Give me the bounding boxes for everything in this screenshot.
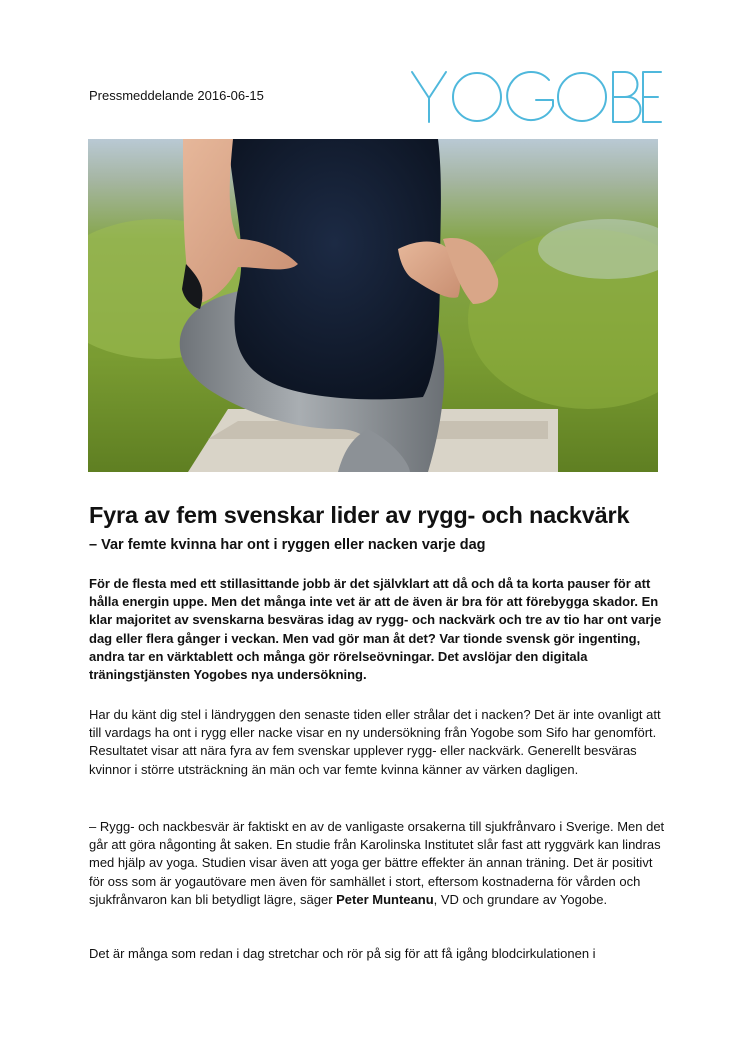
paragraph-2-text: – Rygg- och nackbesvär är faktiskt en av de vanligaste orsakerna till sjukfrånvaro i Sverige. Men det går att göra någonting åt saken. En studie från Karolinska Institutet slår fast att ryggvärk kan lindras med hjälp av yoga. Studien visar även att yoga ger bättre effekter än annan träning. Det är positivt för oss som är yogautövare men även för samhället i stort, eftersom kostnaderna för vården och sjukfrånvaron kan bli betydligt lägre, säger — [89, 819, 665, 907]
article-paragraph-3: Det är många som redan i dag stretchar och rör på sig för att få igång blodcirkulationen i — [89, 946, 596, 961]
article-paragraph-2 — [89, 818, 669, 909]
press-release-date: Pressmeddelande 2016-06-15 — [89, 88, 264, 103]
quoted-person-name: Peter Munteanu — [336, 891, 434, 907]
article-subheadline: – Var femte kvinna har ont i ryggen eller nacken varje dag — [89, 537, 486, 553]
yogobe-logo — [410, 70, 663, 124]
article-headline: Fyra av fem svenskar lider av rygg- och nackvärk — [89, 502, 630, 528]
hero-photo — [88, 139, 658, 472]
paragraph-2-ending: , VD och grundare av Yogobe. — [433, 891, 608, 907]
article-paragraph-1: Har du känt dig stel i ländryggen den senaste tiden eller strålar det i nacken? Det är inte ovanligt att till vardags ha ont i rygg eller nacke visar en ny undersökning från Yogobe som Sifo har genomfört. Resultatet visar att nära fyra av fem svenskar upplever rygg- eller nackvärk. Generellt besväras kvinnor i större utsträckning än män och var femte kvinna känner av värken dagligen. — [89, 707, 661, 777]
article-lead: För de flesta med ett stillasittande jobb är det självklart att då och då ta korta pauser för att hålla energin uppe. Men det många inte vet är att de även är bra för att förebygga skador. En klar majoritet av svenskarna besväras idag av rygg- och nackvärk och tre av tio har ont varje dag eller flera gånger i veckan. Men vad gör man åt det? Var tionde svensk gör ingenting, andra tar en värktablett och många gör rörelseövningar. Det avslöjar den digitala träningstjänsten Yogobes nya undersökning. — [89, 576, 662, 683]
